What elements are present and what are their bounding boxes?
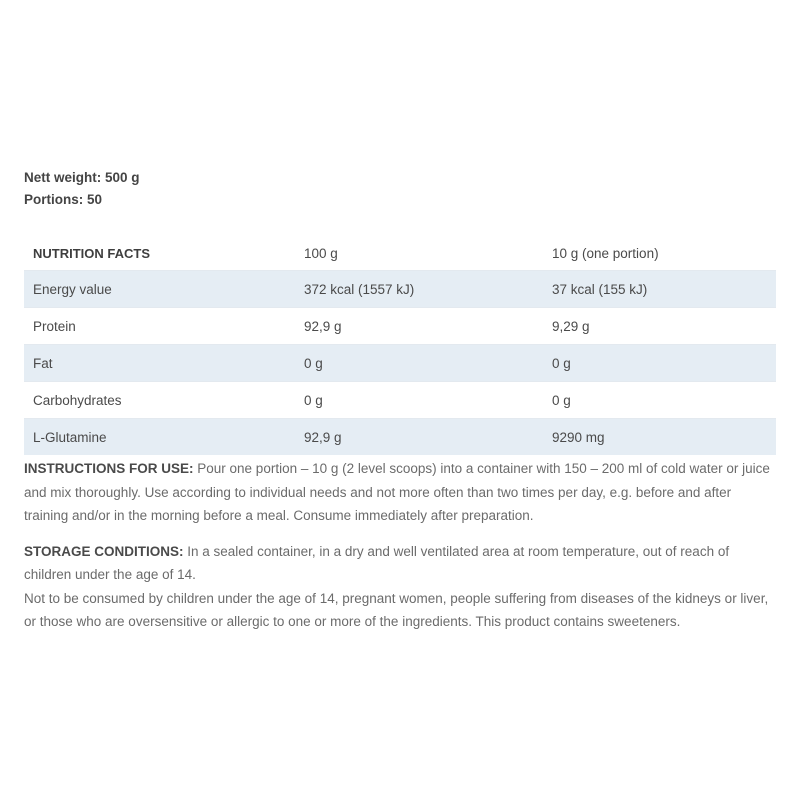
row-value-100g: 92,9 g [295, 419, 543, 456]
table-row [24, 308, 776, 345]
table-header-row [24, 236, 776, 271]
table-row [24, 382, 776, 419]
row-value-portion: 0 g [543, 382, 776, 419]
row-label: Energy value [24, 271, 295, 308]
warning-paragraph: Not to be consumed by children under the age of 14, pregnant women, people suffering from diseases of the kidneys or liver, or those who are oversensitive or allergic to one or more of the ingredients. This product contains sweeteners. [24, 590, 769, 629]
row-value-100g: 0 g [295, 382, 543, 419]
row-value-portion: 37 kcal (155 kJ) [543, 271, 776, 308]
instructions-text: Pour one portion – 10 g (2 level scoops) into a container with 150 – 200 ml of cold water or juice and mix thoroughly. Use according to individual needs and not more often than two times per day, e.g. before and after training and/or in the morning before a meal. Consume immediately after preparation. [24, 461, 770, 523]
row-value-100g: 0 g [295, 345, 543, 382]
table-row [24, 271, 776, 308]
row-label: Protein [24, 308, 295, 345]
portions: Portions: 50 [24, 192, 103, 207]
row-label: L-Glutamine [24, 419, 295, 456]
table-row [24, 419, 776, 456]
instructions-label: INSTRUCTIONS FOR USE: [24, 461, 194, 476]
header-per-100g: 100 g [304, 245, 338, 261]
header-per-portion: 10 g (one portion) [552, 245, 659, 261]
storage-text: In a sealed container, in a dry and well ventilated area at room temperature, out of reach of children under the age of 14. [24, 543, 730, 582]
row-value-100g: 372 kcal (1557 kJ) [295, 271, 543, 308]
nutrition-table [24, 236, 776, 455]
row-value-portion: 9290 mg [543, 419, 776, 456]
row-label: Carbohydrates [24, 382, 295, 419]
row-value-portion: 0 g [543, 345, 776, 382]
table-row [24, 345, 776, 382]
row-value-portion: 9,29 g [543, 308, 776, 345]
instructions-paragraph [24, 457, 776, 528]
header-nutrition-facts: NUTRITION FACTS [33, 245, 150, 261]
row-value-100g: 92,9 g [295, 308, 543, 345]
row-label: Fat [24, 345, 295, 382]
product-info [24, 167, 776, 634]
storage-label: STORAGE CONDITIONS: [24, 543, 184, 559]
storage-paragraph [24, 540, 776, 587]
net-weight: Nett weight: 500 g [24, 170, 140, 185]
